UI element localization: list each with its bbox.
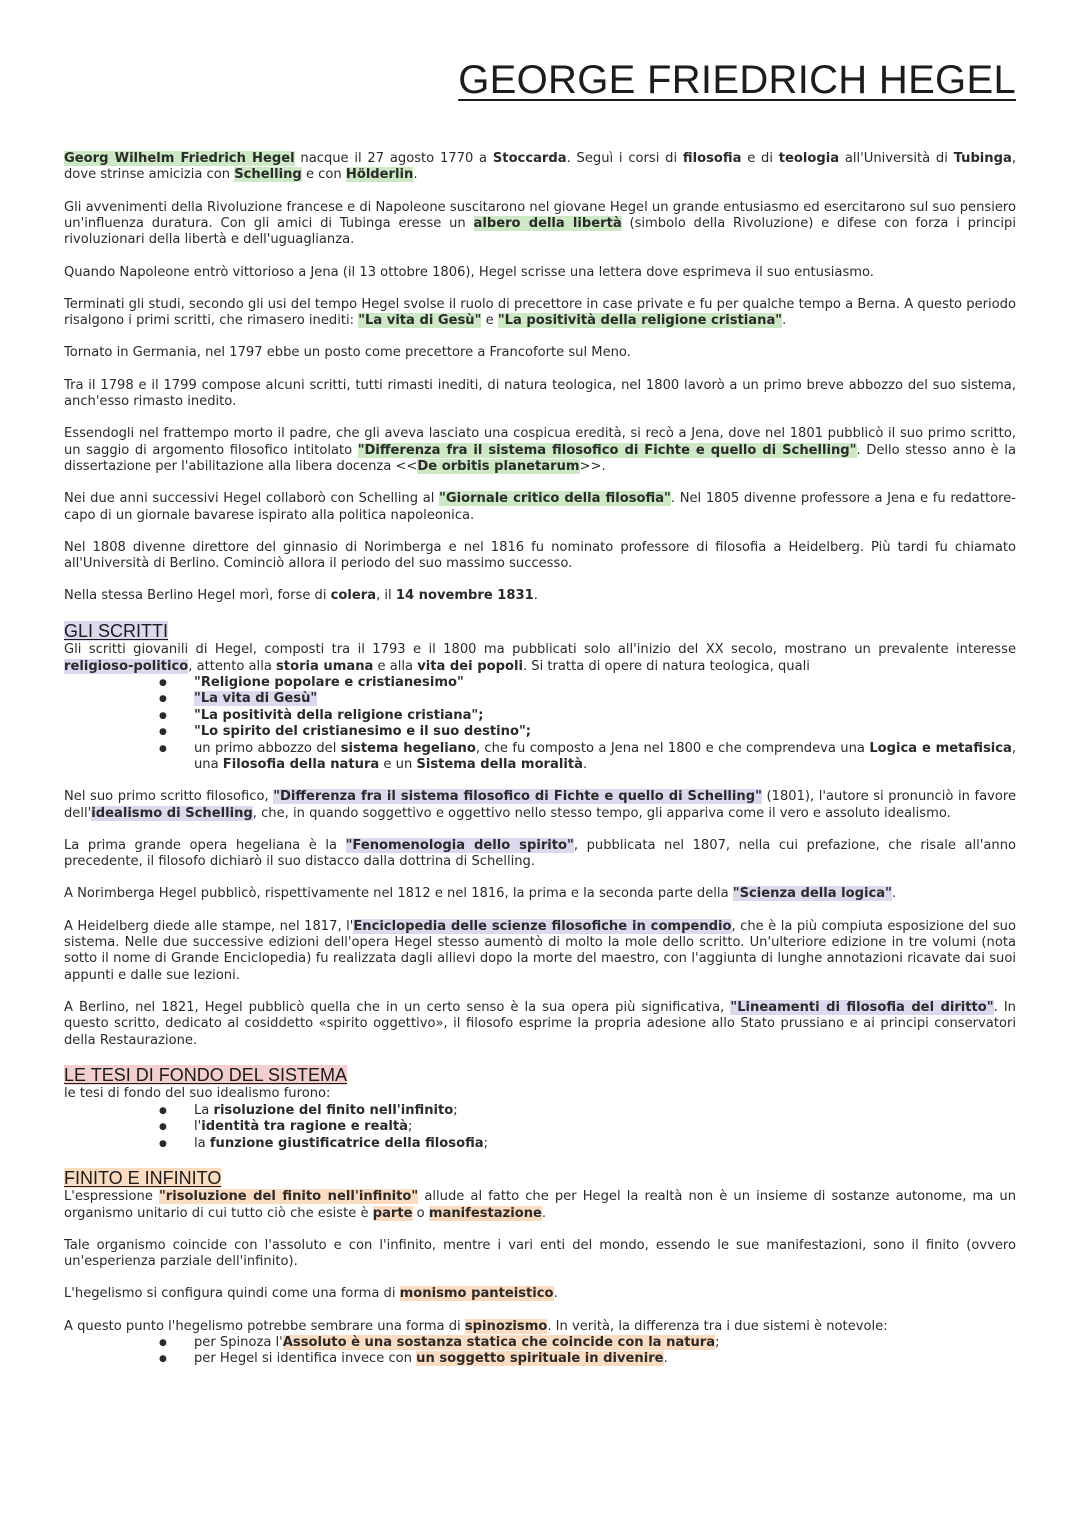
bio-paragraph-9: Nel 1808 divenne direttore del ginnasio di Norimberga e nel 1816 fu nominato professore di filosofia a Heidelberg. Più tardi fu chiamato all'Università di Berlino. Cominciò allora il periodo del suo massimo successo. — [64, 539, 1016, 572]
highlight: Enciclopedia delle scienze filosofiche in compendio — [353, 918, 732, 934]
text: Nella stessa Berlino Hegel morì, forse di — [64, 588, 331, 604]
text: , attento alla — [188, 658, 277, 674]
highlight: "Fenomenologia dello spirito" — [345, 837, 574, 853]
text: ; — [453, 1102, 458, 1118]
bold-text: storia umana — [276, 658, 374, 674]
bold-text: risoluzione del finito nell'infinito — [213, 1102, 454, 1118]
highlight: Georg Wilhelm Friedrich Hegel — [64, 151, 295, 166]
bold-text: vita dei popoli — [417, 658, 523, 674]
list-item — [64, 708, 1016, 724]
tesi-list — [64, 1103, 1016, 1152]
list-item — [64, 741, 1016, 774]
text: all'Università di — [839, 151, 954, 166]
text: Gli avvenimenti della Rivoluzione francese e di Napoleone suscitarono nel giovane Hegel un grande entusiasmo ed esercitarono sul suo pensiero un'influenza duratura. Con gli amici di Tubinga eresse un — [64, 199, 1016, 232]
bold-text: funzione giustificatrice della filosofia — [209, 1135, 484, 1151]
text: >>. — [579, 459, 606, 475]
text: (1801), l'autore si pronunciò in favore dell' — [64, 789, 1016, 821]
text: A questo punto l'hegelismo potrebbe sembrare una forma di — [64, 1318, 465, 1334]
text: La prima grande opera hegeliana è la — [64, 837, 346, 853]
highlight: Hölderlin — [345, 167, 414, 183]
text: L'hegelismo si configura quindi come una forma di — [64, 1286, 400, 1302]
tesi-intro: le tesi di fondo del suo idealismo furono: — [64, 1086, 331, 1102]
finito-paragraph-1 — [64, 1189, 1016, 1222]
highlight: spinozismo — [464, 1318, 548, 1334]
text: , dove strinse amicizia con — [64, 151, 1017, 183]
bold-text: Stoccarda — [492, 151, 567, 166]
text: . — [782, 313, 787, 329]
bold-text: teologia — [778, 151, 840, 166]
list-item — [64, 724, 1016, 740]
finito-paragraph-4 — [64, 1319, 1016, 1335]
scritti-paragraph-4 — [64, 919, 1016, 985]
section-heading-finito: FINITO E INFINITO — [64, 1167, 222, 1188]
text: Terminati gli studi, secondo gli usi del tempo Hegel svolse il ruolo di precettore in case private e fu per qualche tempo a Berna. A questo periodo risalgono i primi scritti, che rimasero inediti: — [64, 296, 1016, 329]
list-item — [64, 1136, 1016, 1152]
text: Essendogli nel frattempo morto il padre, che gli aveva lasciato una cospicua eredità, si recò a Jena, dove nel 1801 pubblicò il suo primo scritto, un saggio di argomento filosofico intitolato — [64, 426, 1016, 458]
bold-text: filosofia — [682, 151, 742, 166]
bold-text: Tubinga — [953, 151, 1012, 166]
highlight: religioso-politico — [64, 658, 189, 674]
text: allude al fatto che per Hegel la realtà non è un insieme di sostanze autonome, ma un organismo unitario di cui tutto ciò che esiste è — [64, 1189, 1016, 1221]
list-item — [64, 691, 1016, 707]
scritti-paragraph-2 — [64, 838, 1016, 871]
scritti-paragraph-5 — [64, 1000, 1016, 1049]
text: (simbolo della Rivoluzione) e difese con forza i principi rivoluzionari della libertà e dell'uguaglianza. — [64, 216, 1017, 248]
text: . — [553, 1286, 558, 1302]
bold-text: Logica e metafisica — [869, 740, 1012, 756]
list-item — [64, 1335, 1016, 1351]
text: , che fu composto a Jena nel 1800 e che comprendeva una — [475, 740, 870, 756]
text: per Spinoza l' — [194, 1335, 283, 1351]
text: . Seguì i corsi di — [566, 151, 683, 166]
text: A Norimberga Hegel pubblicò, rispettivamente nel 1812 e nel 1816, la prima e la seconda parte della — [64, 886, 733, 902]
highlight: un soggetto spirituale in divenire — [416, 1351, 664, 1367]
text: Nel suo primo scritto filosofico, — [64, 789, 274, 805]
text: . In verità, la differenza tra i due sistemi è notevole: — [547, 1318, 888, 1334]
text: , il — [376, 588, 396, 604]
text: e alla — [373, 658, 418, 674]
text: , una — [194, 740, 1017, 772]
highlight: De orbitis planetarum — [417, 459, 580, 475]
text: nacque il 27 agosto 1770 a — [294, 151, 493, 166]
bold-text: "La positività della religione cristiana"; — [194, 707, 484, 723]
list-item — [64, 675, 1016, 691]
highlight: idealismo di Schelling — [91, 805, 253, 821]
highlight: Assoluto è una sostanza statica che coincide con la natura — [282, 1335, 716, 1351]
highlight: "Lineamenti di filosofia del diritto" — [730, 999, 994, 1015]
bio-paragraph-3: Quando Napoleone entrò vittorioso a Jena (il 13 ottobre 1806), Hegel scrisse una lettera dove esprimeva il suo entusiasmo. — [64, 264, 874, 280]
text: Gli scritti giovanili di Hegel, composti tra il 1793 e il 1800 ma pubblicati solo all'inizio del XX secolo, mostrano un prevalente interesse — [64, 642, 1016, 658]
bio-paragraph-6: Tra il 1798 e il 1799 compose alcuni scritti, tutti rimasti inediti, di natura teologica, nel 1800 lavorò a un primo breve abbozzo del suo sistema, anch'esso rimasto inedito. — [64, 377, 1016, 410]
text: ; — [483, 1135, 489, 1151]
bio-paragraph-1 — [64, 151, 1016, 184]
text: Nei due anni successivi Hegel collaborò con Schelling al — [64, 491, 440, 507]
finito-paragraph-3 — [64, 1286, 1016, 1302]
highlight: parte — [372, 1205, 413, 1221]
bio-paragraph-8 — [64, 491, 1016, 524]
highlight: "La positività della religione cristiana" — [497, 313, 783, 329]
bio-paragraph-10 — [64, 588, 1016, 604]
highlight: "La vita di Gesù" — [194, 691, 318, 707]
finito-paragraph-2: Tale organismo coincide con l'assoluto e con l'infinito, mentre i vari enti del mondo, essendo le sue manifestazioni, sono il finito (ovvero un'esperienza parziale dell'infinito). — [64, 1237, 1016, 1270]
finito-list — [64, 1335, 1016, 1368]
scritti-intro — [64, 642, 1016, 675]
scritti-list — [64, 675, 1016, 773]
text: . — [663, 1351, 668, 1367]
highlight: "risoluzione del finito nell'infinito" — [158, 1189, 419, 1205]
highlight: "La vita di Gesù" — [358, 313, 482, 329]
list-item — [64, 1119, 1016, 1135]
scritti-paragraph-3 — [64, 886, 1016, 902]
highlight: "Differenza fra il sistema filosofico di Fichte e quello di Schelling" — [273, 789, 762, 805]
section-heading-tesi: LE TESI DI FONDO DEL SISTEMA — [64, 1065, 348, 1085]
bold-text: "Religione popolare e cristianesimo" — [194, 674, 464, 690]
section-heading-scritti: GLI SCRITTI — [64, 620, 169, 641]
scritti-paragraph-1 — [64, 789, 1016, 822]
text: per Hegel si identifica invece con — [194, 1351, 417, 1367]
text: , pubblicata nel 1807, nella cui prefazione, che risale all'anno precedente, il filosofo dichiarò il suo distacco dalla dottrina di Schelling. — [64, 837, 1017, 870]
text: , che è la più compiuta esposizione del suo sistema. Nelle due successive edizioni dell'opera Hegel stesso aumentò di molto la mole dello scritto. Un'ulteriore edizione in tre volumi (nota sotto il nome di Grande Enciclopedia) fu realizzata dagli allievi dopo la morte del maestro, con l'aggiunta di lunghe annotazioni ricavate dai suoi appunti e dalle sue lezioni. — [64, 918, 1016, 983]
text: e — [481, 313, 498, 329]
text: e un — [379, 756, 417, 772]
text: La — [194, 1102, 214, 1118]
text: L'espressione — [64, 1189, 159, 1205]
page-title: GEORGE FRIEDRICH HEGEL — [458, 58, 1016, 102]
document-body — [64, 151, 1016, 1384]
text: . — [541, 1205, 547, 1221]
text: e di — [741, 151, 779, 166]
bold-text: Filosofia della natura — [222, 756, 380, 772]
bio-paragraph-5: Tornato in Germania, nel 1797 ebbe un posto come precettore a Francoforte sul Meno. — [64, 345, 631, 361]
text: ; — [715, 1335, 720, 1351]
list-item — [64, 1103, 1016, 1119]
text: A Berlino, nel 1821, Hegel pubblicò quella che in un certo senso è la sua opera più significativa, — [64, 999, 731, 1015]
highlight: manifestazione — [428, 1205, 542, 1221]
list-item — [64, 1351, 1016, 1367]
bold-text: 14 novembre 1831 — [395, 588, 534, 604]
bio-paragraph-7 — [64, 426, 1016, 475]
text: . Nel 1805 divenne professore a Jena e fu redattore-capo di un giornale bavarese ispirato alla politica napoleonica. — [64, 491, 1016, 523]
highlight: "Differenza fra il sistema filosofico di Fichte e quello di Schelling" — [357, 442, 857, 458]
text: e con — [301, 167, 346, 183]
bio-paragraph-2 — [64, 200, 1016, 249]
bold-text: identità tra ragione e realtà — [201, 1119, 408, 1135]
text: . — [533, 588, 538, 604]
text: A Heidelberg diede alle stampe, nel 1817, l' — [64, 918, 354, 934]
text: , che, in quando soggettivo e oggettivo nello stesso tempo, gli appariva come il vero e assoluto idealismo. — [252, 805, 951, 821]
text: . — [891, 886, 897, 902]
text: la — [194, 1135, 210, 1151]
text: . Si tratta di opere di natura teologica, quali — [522, 658, 810, 674]
text: un primo abbozzo del — [194, 740, 341, 756]
text: . Dello stesso anno è la dissertazione per l'abilitazione alla libera docenza << — [64, 442, 1016, 475]
highlight: monismo panteistico — [399, 1286, 554, 1302]
bold-text: "Lo spirito del cristianesimo e il suo destino"; — [194, 724, 532, 740]
highlight: "Scienza della logica" — [732, 886, 892, 902]
highlight: albero della libertà — [473, 216, 622, 232]
highlight: "Giornale critico della filosofia" — [439, 491, 671, 507]
bold-text: colera — [330, 588, 377, 604]
bold-text: Sistema della moralità — [416, 756, 583, 772]
bold-text: sistema hegeliano — [340, 740, 476, 756]
text: . In questo scritto, dedicato al cosiddetto «spirito oggettivo», il filosofo esprime la propria adesione allo Stato prussiano e ai principi conservatori della Restaurazione. — [64, 999, 1016, 1048]
text: . — [413, 167, 418, 183]
text: . — [582, 756, 588, 772]
text: ; — [407, 1119, 413, 1135]
text: l' — [194, 1119, 202, 1135]
bio-paragraph-4 — [64, 297, 1016, 330]
text: o — [412, 1205, 429, 1221]
highlight: Schelling — [234, 167, 302, 183]
